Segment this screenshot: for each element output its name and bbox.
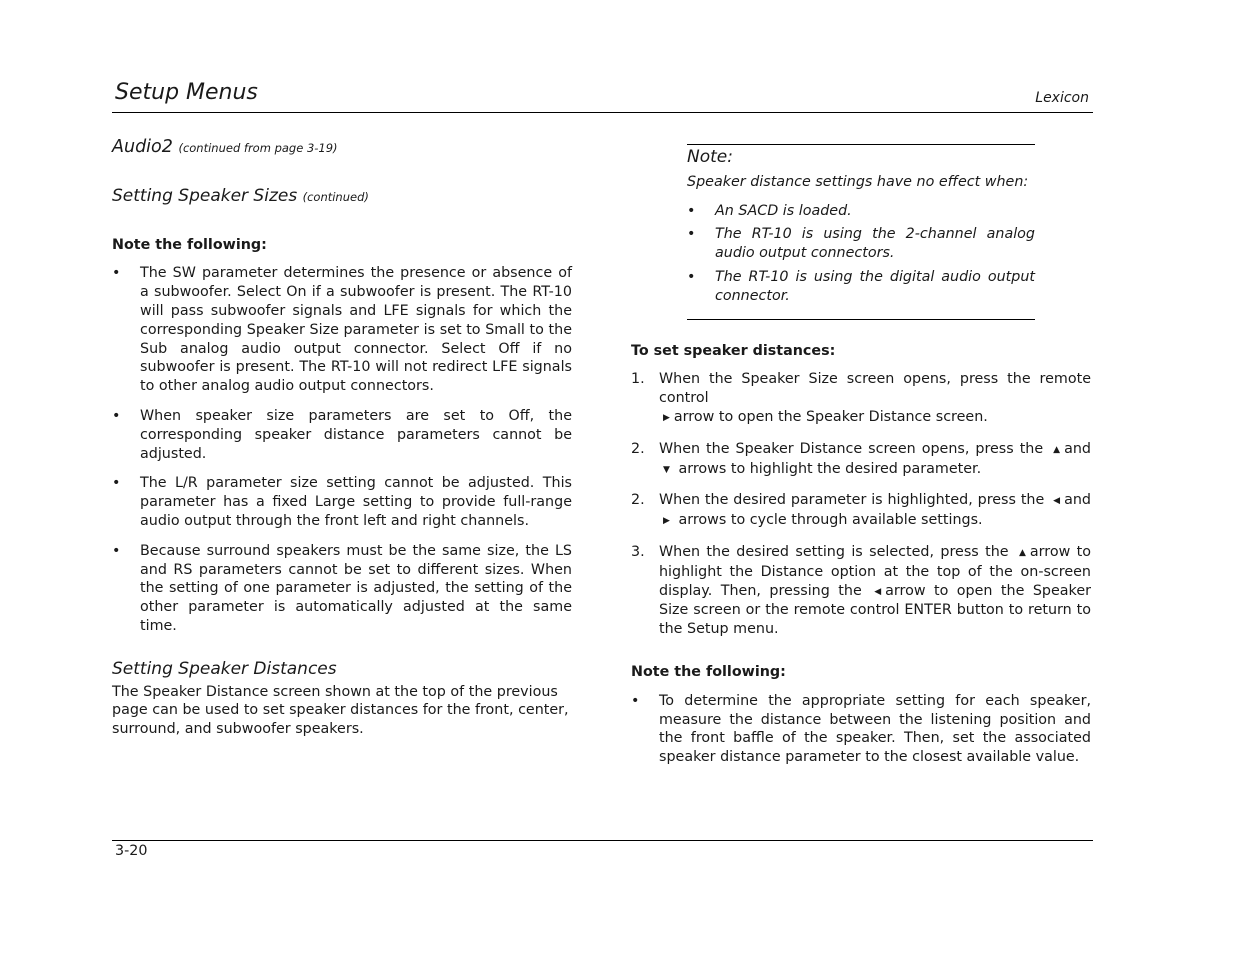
subheading-note: (continued) <box>302 189 369 204</box>
sizes-bullet-list <box>112 264 572 635</box>
steps-label: To set speaker distances: <box>631 342 836 359</box>
arrow-down-icon: ▼ <box>663 464 670 475</box>
step-number: 2. <box>631 492 645 509</box>
bullet-icon: • <box>631 692 640 709</box>
bullet-icon: • <box>687 268 696 285</box>
list-item: • To determine the appropriate setting for each speaker, measure the distance between the listening position and the front baffle of the speaker. Then, set the associated speaker distance parameter to the closest available value. <box>631 692 1091 766</box>
steps-list <box>631 370 1091 639</box>
step-number: 3. <box>631 543 645 560</box>
bullet-icon: • <box>112 542 121 559</box>
right-bullet-list <box>631 692 1091 767</box>
distances-paragraph: The Speaker Distance screen shown at the top of the previous page can be used to set speaker distances for the front, center, surround, and subwoofer speakers. <box>112 683 569 738</box>
list-item: • When speaker size parameters are set to Off, the corresponding speaker distance parameters cannot be adjusted. <box>112 407 572 462</box>
left-column <box>112 138 572 739</box>
step-item: 2. When the desired parameter is highlighted, press the ◀ and ▶ arrows to cycle through available settings. <box>631 491 1091 531</box>
list-item: • The RT-10 is using the digital audio output connector. <box>687 268 1035 304</box>
list-item: • Because surround speakers must be the same size, the LS and RS parameters cannot be set to different sizes. When the setting of one parameter is adjusted, the setting of the other parameter is automatically adjusted at the same time. <box>112 542 572 634</box>
arrow-up-icon: ▲ <box>1053 444 1061 455</box>
subheading-speaker-distances: Setting Speaker Distances <box>112 658 337 679</box>
step-item: 1. When the Speaker Size screen opens, press the remote control ▶ arrow to open the Speaker Distance screen. <box>631 370 1091 427</box>
bullet-icon: • <box>112 475 121 492</box>
note-label: Note the following: <box>631 663 786 680</box>
footer-rule <box>112 840 1093 841</box>
arrow-left-icon: ◀ <box>1053 496 1061 507</box>
section-heading: Audio2 (continued from page 3-19) <box>112 137 338 157</box>
bullet-icon: • <box>112 407 121 424</box>
list-item: • An SACD is loaded. <box>687 202 852 219</box>
arrow-right-icon: ▶ <box>663 412 670 423</box>
list-item: • The RT-10 is using the 2-channel analog audio output connectors. <box>687 226 1035 262</box>
note-label: Note the following: <box>112 236 267 253</box>
list-item: • The L/R parameter size setting cannot be adjusted. This parameter has a fixed Large setting to provide full-range audio output through the front left and right channels. <box>112 475 572 529</box>
note-intro: Speaker distance settings have no effect when: <box>687 173 1029 190</box>
subheading-speaker-sizes: Setting Speaker Sizes (continued) <box>112 185 369 206</box>
brand-name: Lexicon <box>1035 90 1089 106</box>
note-box <box>687 144 1035 320</box>
arrow-up-icon: ▲ <box>1018 547 1026 558</box>
page-number: 3-20 <box>115 843 148 859</box>
step-number: 1. <box>631 371 645 388</box>
header-rule <box>112 112 1093 113</box>
step-item: 3. When the desired setting is selected, press the ▲ arrow to highlight the Distance option at the top of the on-screen display. Then, pressing the ◀ arrow to open the Speaker Size screen or the remote control ENTER button to return to the Setup menu. <box>631 543 1092 638</box>
step-number: 2. <box>631 440 645 457</box>
arrow-left-icon: ◀ <box>874 586 882 597</box>
bullet-icon: • <box>112 265 121 282</box>
arrow-right-icon: ▶ <box>663 516 670 527</box>
right-column <box>631 144 1091 767</box>
note-heading: Note: <box>687 147 733 167</box>
step-item: 2. When the Speaker Distance screen opens, press the ▲ and ▼ arrows to highlight the desired parameter. <box>631 440 1091 480</box>
section-heading-note: (continued from page 3-19) <box>178 141 338 155</box>
note-list <box>687 202 1035 306</box>
bullet-icon: • <box>687 202 696 219</box>
bullet-icon: • <box>687 226 696 243</box>
page-title: Setup Menus <box>115 80 258 105</box>
list-item: • The SW parameter determines the presence or absence of a subwoofer. Select On if a subwoofer is present. The RT-10 will pass subwoofer signals and LFE signals for which the corresponding Speaker Size parameter is set to Small to the Sub analog audio output connector. Select Off if no subwoofer is present. The RT-10 will not redirect LFE signals to other analog audio output connectors. <box>112 265 572 395</box>
